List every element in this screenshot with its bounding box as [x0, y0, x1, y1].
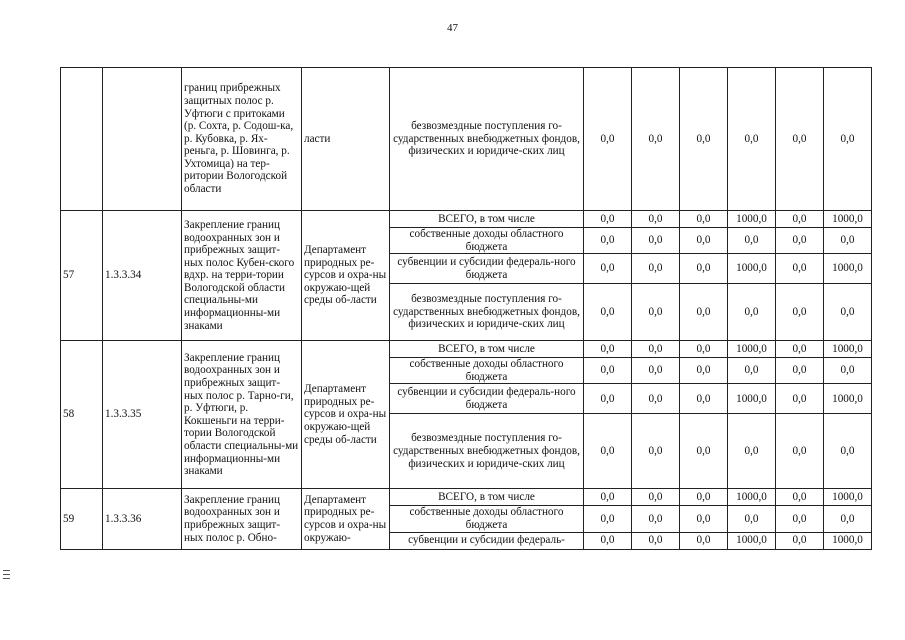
amount-cell: 0,0	[584, 384, 632, 414]
amount-cell: 0,0	[680, 211, 728, 228]
amount-cell: 0,0	[632, 384, 680, 414]
amount-cell: 0,0	[680, 228, 728, 254]
amount-cell: 0,0	[584, 254, 632, 284]
amount-cell: 0,0	[632, 228, 680, 254]
table-row	[61, 341, 872, 358]
table-row	[61, 68, 872, 211]
amount-cell: 0,0	[776, 228, 824, 254]
amount-cell: 1000,0	[824, 384, 872, 414]
amount-cell: 1000,0	[728, 532, 776, 549]
amount-cell: 0,0	[824, 228, 872, 254]
amount-cell: 0,0	[584, 68, 632, 211]
amount-cell: 0,0	[584, 414, 632, 489]
amount-cell: 0,0	[680, 358, 728, 384]
funding-source: субвенции и субсидии федераль-ного бюджета	[390, 254, 584, 284]
margin-mark	[3, 570, 10, 584]
amount-cell: 0,0	[728, 228, 776, 254]
measure-name: границ прибрежных защитных полос р. Уфтюги с притоками (р. Сохта, р. Содош-ка, р. Кубовка, р. Ях-реньга, р. Шовинга, р. Ухтомица) на тер-ритории Вологодской области	[182, 68, 302, 211]
amount-cell: 0,0	[632, 284, 680, 341]
amount-cell: 0,0	[776, 384, 824, 414]
amount-cell: 1000,0	[824, 254, 872, 284]
amount-cell: 0,0	[680, 489, 728, 506]
amount-cell: 1000,0	[824, 341, 872, 358]
amount-cell: 0,0	[824, 506, 872, 532]
funding-source: субвенции и субсидии федераль-	[390, 532, 584, 549]
funding-source: безвозмездные поступления го-сударственных внебюджетных фондов, физических и юридиче-ских лиц	[390, 68, 584, 211]
measure-name: Закрепление границ водоохранных зон и прибрежных защит-ных полос р. Обно-	[182, 489, 302, 549]
amount-cell: 0,0	[584, 506, 632, 532]
amount-cell: 1000,0	[728, 254, 776, 284]
amount-cell: 1000,0	[728, 489, 776, 506]
amount-cell: 0,0	[680, 414, 728, 489]
amount-cell: 0,0	[776, 506, 824, 532]
amount-cell: 0,0	[776, 358, 824, 384]
amount-cell: 0,0	[680, 506, 728, 532]
row-number: 57	[61, 211, 103, 341]
amount-cell: 0,0	[776, 211, 824, 228]
amount-cell: 0,0	[680, 254, 728, 284]
amount-cell: 1000,0	[824, 489, 872, 506]
amount-cell: 0,0	[584, 489, 632, 506]
amount-cell: 0,0	[632, 414, 680, 489]
amount-cell: 0,0	[584, 228, 632, 254]
amount-cell: 0,0	[632, 254, 680, 284]
measure-name: Закрепление границ водоохранных зон и прибрежных защит-ных полос р. Тарно-ги, р. Уфтюги, р. Кокшеньги на терри-тории Вологодской области специальны-ми информационны-ми знаками	[182, 341, 302, 489]
amount-cell: 0,0	[632, 358, 680, 384]
funding-source: ВСЕГО, в том числе	[390, 211, 584, 228]
amount-cell: 0,0	[824, 414, 872, 489]
row-number: 59	[61, 489, 103, 549]
measure-code	[103, 68, 182, 211]
amount-cell: 0,0	[584, 358, 632, 384]
amount-cell: 0,0	[776, 489, 824, 506]
amount-cell: 0,0	[824, 68, 872, 211]
amount-cell: 0,0	[632, 341, 680, 358]
amount-cell: 0,0	[680, 341, 728, 358]
amount-cell: 0,0	[680, 284, 728, 341]
measure-code: 1.3.3.35	[103, 341, 182, 489]
amount-cell: 0,0	[776, 341, 824, 358]
funding-source: безвозмездные поступления го-сударственных внебюджетных фондов, физических и юридиче-ских лиц	[390, 414, 584, 489]
amount-cell: 0,0	[584, 284, 632, 341]
amount-cell: 0,0	[584, 211, 632, 228]
funding-source: собственные доходы областного бюджета	[390, 358, 584, 384]
amount-cell: 0,0	[776, 254, 824, 284]
measure-name: Закрепление границ водоохранных зон и прибрежных защит-ных полос Кубен-ского вдхр. на терри-тории Вологодской области специальны-ми информационны-ми знаками	[182, 211, 302, 341]
responsible-executor: ласти	[302, 68, 390, 211]
amount-cell: 0,0	[776, 284, 824, 341]
amount-cell: 0,0	[824, 358, 872, 384]
amount-cell: 0,0	[728, 358, 776, 384]
amount-cell: 0,0	[824, 284, 872, 341]
amount-cell: 0,0	[584, 532, 632, 549]
funding-source: безвозмездные поступления го-сударственных внебюджетных фондов, физических и юридиче-ских лиц	[390, 284, 584, 341]
table-body	[61, 68, 872, 550]
amount-cell: 0,0	[728, 284, 776, 341]
amount-cell: 1000,0	[728, 211, 776, 228]
amount-cell: 1000,0	[824, 211, 872, 228]
funding-source: ВСЕГО, в том числе	[390, 489, 584, 506]
table-row	[61, 489, 872, 506]
page-number: 47	[447, 22, 458, 34]
table-row	[61, 211, 872, 228]
amount-cell: 1000,0	[728, 384, 776, 414]
responsible-executor: Департамент природных ре-сурсов и охра-ны окружаю-	[302, 489, 390, 549]
funding-source: собственные доходы областного бюджета	[390, 228, 584, 254]
amount-cell: 0,0	[632, 506, 680, 532]
measure-code: 1.3.3.36	[103, 489, 182, 549]
funding-source: собственные доходы областного бюджета	[390, 506, 584, 532]
funding-source: субвенции и субсидии федераль-ного бюджета	[390, 384, 584, 414]
budget-table	[60, 67, 872, 550]
amount-cell: 0,0	[776, 68, 824, 211]
amount-cell: 0,0	[728, 506, 776, 532]
responsible-executor: Департамент природных ре-сурсов и охра-ны окружаю-щей среды об-ласти	[302, 341, 390, 489]
amount-cell: 1000,0	[728, 341, 776, 358]
amount-cell: 0,0	[584, 341, 632, 358]
amount-cell: 0,0	[776, 414, 824, 489]
responsible-executor: Департамент природных ре-сурсов и охра-ны окружаю-щей среды об-ласти	[302, 211, 390, 341]
amount-cell: 0,0	[632, 532, 680, 549]
row-number	[61, 68, 103, 211]
amount-cell: 1000,0	[824, 532, 872, 549]
amount-cell: 0,0	[632, 68, 680, 211]
amount-cell: 0,0	[680, 532, 728, 549]
amount-cell: 0,0	[680, 68, 728, 211]
row-number: 58	[61, 341, 103, 489]
amount-cell: 0,0	[632, 489, 680, 506]
amount-cell: 0,0	[680, 384, 728, 414]
amount-cell: 0,0	[632, 211, 680, 228]
measure-code: 1.3.3.34	[103, 211, 182, 341]
funding-source: ВСЕГО, в том числе	[390, 341, 584, 358]
amount-cell: 0,0	[728, 68, 776, 211]
amount-cell: 0,0	[728, 414, 776, 489]
amount-cell: 0,0	[776, 532, 824, 549]
